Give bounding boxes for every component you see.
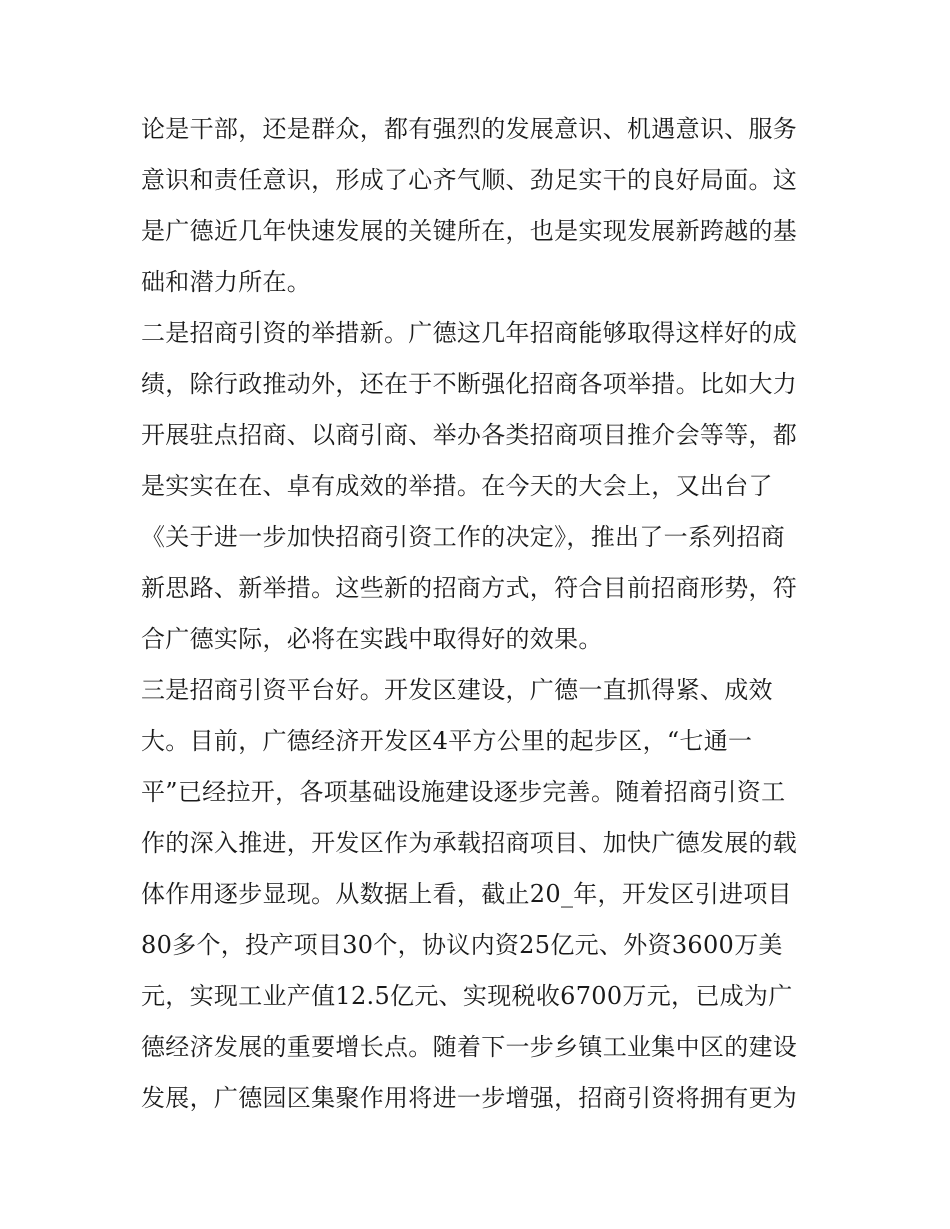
text-line: 开展驻点招商、以商引商、举办各类招商项目推介会等等，都 — [141, 421, 798, 449]
text-line: 发展，广德园区集聚作用将进一步增强，招商引资将拥有更为 — [141, 1084, 798, 1112]
text-line: 是实实在在、卓有成效的举措。在今天的大会上，又出台了 — [141, 472, 773, 500]
text-line: 新思路、新举措。这些新的招商方式，符合目前招商形势，符 — [141, 574, 798, 602]
text-line: 《关于进一步加快招商引资工作的决定》，推出了一系列招商 — [141, 523, 786, 551]
text-line: 元，实现工业产值12.5亿元、实现税收6700万元，已成为广 — [141, 982, 793, 1010]
text-line: 础和潜力所在。 — [141, 268, 312, 296]
text-line: 德经济发展的重要增长点。随着下一步乡镇工业集中区的建设 — [141, 1033, 798, 1061]
text-line: 作的深入推进，开发区作为承载招商项目、加快广德发展的载 — [141, 829, 798, 857]
text-line: 三是招商引资平台好。开发区建设，广德一直抓得紧、成效 — [141, 676, 773, 704]
text-line: 论是干部，还是群众，都有强烈的发展意识、机遇意识、服务 — [141, 115, 798, 143]
text-line: 大。目前，广德经济开发区4平方公里的起步区，“七通一 — [141, 727, 753, 755]
text-line: 是广德近几年快速发展的关键所在，也是实现发展新跨越的基 — [141, 217, 798, 245]
document-body — [141, 104, 821, 1124]
text-line: 二是招商引资的举措新。广德这几年招商能够取得这样好的成 — [141, 319, 798, 347]
text-line: 合广德实际，必将在实践中取得好的效果。 — [141, 625, 603, 653]
text-line: 平”已经拉开，各项基础设施建设逐步完善。随着招商引资工 — [141, 778, 786, 806]
text-line: 体作用逐步显现。从数据上看，截止20_年，开发区引进项目 — [141, 880, 792, 908]
text-line: 绩，除行政推动外，还在于不断强化招商各项举措。比如大力 — [141, 370, 798, 398]
text-line: 80多个，投产项目30个，协议内资25亿元、外资3600万美 — [141, 931, 783, 959]
text-line: 意识和责任意识，形成了心齐气顺、劲足实干的良好局面。这 — [141, 166, 798, 194]
